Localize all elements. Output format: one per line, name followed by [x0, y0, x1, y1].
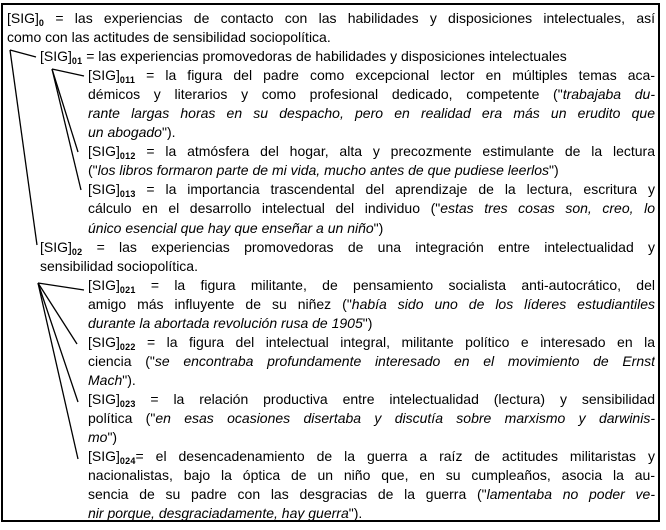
text-segment: amigo más influyente de su niñez (" — [88, 295, 352, 312]
text-segment: estas tres cosas son, creo, lo — [440, 200, 655, 217]
entry-SIG012 — [88, 142, 655, 180]
text-segment: política (" — [88, 409, 156, 426]
text-segment: un abogado — [88, 124, 162, 141]
text-line — [7, 28, 655, 47]
text-segment: rante largas horas en su despacho, pero en realidad era más un erudito que — [88, 105, 655, 122]
text-segment: cálculo en el desarrollo intelectual del individuo (" — [88, 200, 441, 217]
text-segment: = las experiencias de contacto con las habilidades y disposiciones intelectuales, así — [44, 10, 655, 26]
text-line — [88, 66, 655, 85]
text-segment: trabajaba du- — [562, 86, 655, 103]
text-line — [88, 409, 655, 428]
text-segment: [SIG] — [40, 48, 72, 65]
entry-SIG013 — [88, 180, 655, 237]
entry-SIG024 — [88, 447, 655, 523]
text-segment: ") — [362, 314, 373, 331]
text-line — [88, 447, 655, 466]
text-segment: [SIG] — [7, 10, 39, 26]
sig-subscript: 02 — [71, 246, 83, 257]
text-line — [88, 123, 655, 142]
text-segment: "). — [122, 371, 136, 388]
text-line — [88, 85, 655, 104]
text-segment: = las experiencias promovedoras de habilidades y disposiciones intelectuales — [82, 48, 567, 65]
text-segment: ciencia (" — [88, 352, 155, 369]
text-line — [88, 352, 655, 371]
text-segment: = la figura del intelectual integral, militante político e interesado en la — [135, 333, 655, 350]
text-segment: ") — [373, 219, 384, 236]
text-line — [40, 238, 655, 257]
text-segment: durante la abortada revolución rusa de 1905 — [88, 314, 363, 331]
text-line — [88, 390, 655, 409]
text-segment: Mach — [88, 371, 123, 388]
text-segment: lamentaba no poder ve- — [486, 486, 655, 503]
document-body — [7, 9, 655, 523]
text-line — [88, 276, 655, 295]
text-segment: ") — [549, 162, 559, 179]
text-segment: había sido uno de los líderes estudiantiles — [351, 295, 655, 312]
text-segment: desgraciadamente, hay guerra — [158, 505, 349, 522]
sig-subscript: 024 — [119, 456, 136, 467]
text-line — [40, 47, 655, 66]
sig-subscript: 013 — [119, 189, 136, 200]
text-segment: = las experiencias promovedoras de una integración entre intelectualidad y — [82, 238, 655, 255]
text-line — [88, 428, 655, 447]
entry-SIG021 — [88, 276, 655, 333]
text-line — [88, 371, 655, 390]
text-segment: = la atmósfera del hogar, alta y precozmente estimulante de la lectura — [135, 143, 655, 160]
text-segment: [SIG] — [40, 238, 72, 255]
text-segment: como con las actitudes de sensibilidad sociopolítica. — [7, 29, 331, 46]
text-segment: [SIG] — [88, 333, 120, 350]
text-line — [88, 333, 655, 352]
text-segment: ") — [107, 429, 118, 446]
text-line — [88, 142, 655, 161]
text-segment: [SIG] — [88, 181, 120, 198]
text-line — [7, 9, 655, 28]
text-segment: "). — [348, 505, 363, 522]
text-line — [88, 485, 655, 504]
text-line — [88, 466, 655, 485]
text-segment: los libros formaron parte de mi vida, mucho antes de que pudiese leerlos — [97, 162, 549, 179]
sig-subscript: 012 — [119, 151, 136, 162]
text-segment: [SIG] — [88, 143, 120, 160]
entry-SIG011 — [88, 66, 655, 142]
sig-subscript: 011 — [119, 75, 136, 86]
sig-subscript: 0 — [38, 18, 45, 28]
entry-SIG0 — [7, 9, 655, 47]
text-line — [88, 104, 655, 123]
text-segment: = la importancia trascendental del aprendizaje de la lectura, escritura y — [135, 181, 655, 198]
text-segment: se encontraba profundamente interesado en el movimiento de Ernst — [154, 352, 655, 369]
entry-SIG022 — [88, 333, 655, 390]
text-segment: en esas ocasiones disertaba y discutía sobre marxismo y darwinis- — [155, 409, 655, 426]
text-segment: = el desencadenamiento de la guerra a raíz de actitudes militaristas y — [135, 448, 655, 465]
text-line — [88, 295, 655, 314]
text-line — [88, 219, 655, 238]
text-segment: (" — [88, 162, 98, 179]
text-segment: único esencial que hay que enseñar a un niño — [88, 219, 374, 236]
text-segment: = la figura del padre como excepcional lector en múltiples temas aca- — [135, 67, 655, 84]
entry-SIG01 — [40, 47, 655, 66]
sig-subscript: 023 — [119, 398, 136, 409]
text-segment: "). — [161, 124, 176, 141]
sig-subscript: 022 — [119, 341, 136, 352]
text-segment: = la relación productiva entre intelectualidad (lectura) y sensibilidad — [135, 390, 655, 407]
entry-SIG02 — [40, 238, 655, 276]
sig-subscript: 01 — [71, 56, 83, 67]
text-segment: nir porque, — [88, 505, 159, 522]
text-segment: sencia de su padre con las desgracias de la guerra (" — [88, 486, 487, 503]
text-segment: nacionalistas, bajo la óptica de un niño que, en su cumpleaños, asocia la au- — [88, 467, 655, 484]
text-segment: démicos y literarios y como profesional dedicado, competente (" — [88, 86, 563, 103]
text-segment: sensibilidad sociopolítica. — [40, 257, 198, 274]
text-line — [40, 257, 655, 276]
text-segment: = la figura militante, de pensamiento socialista anti-autocrático, del — [135, 276, 655, 293]
text-segment: mo — [88, 429, 108, 446]
text-segment: [SIG] — [88, 390, 120, 407]
sig-subscript: 021 — [119, 284, 136, 295]
text-segment: [SIG] — [88, 67, 120, 84]
text-line — [88, 314, 655, 333]
text-line — [88, 504, 655, 523]
text-line — [88, 161, 655, 180]
entry-SIG023 — [88, 390, 655, 447]
text-segment: [SIG] — [88, 448, 120, 465]
text-segment: [SIG] — [88, 276, 120, 293]
text-line — [88, 180, 655, 199]
text-line — [88, 199, 655, 218]
